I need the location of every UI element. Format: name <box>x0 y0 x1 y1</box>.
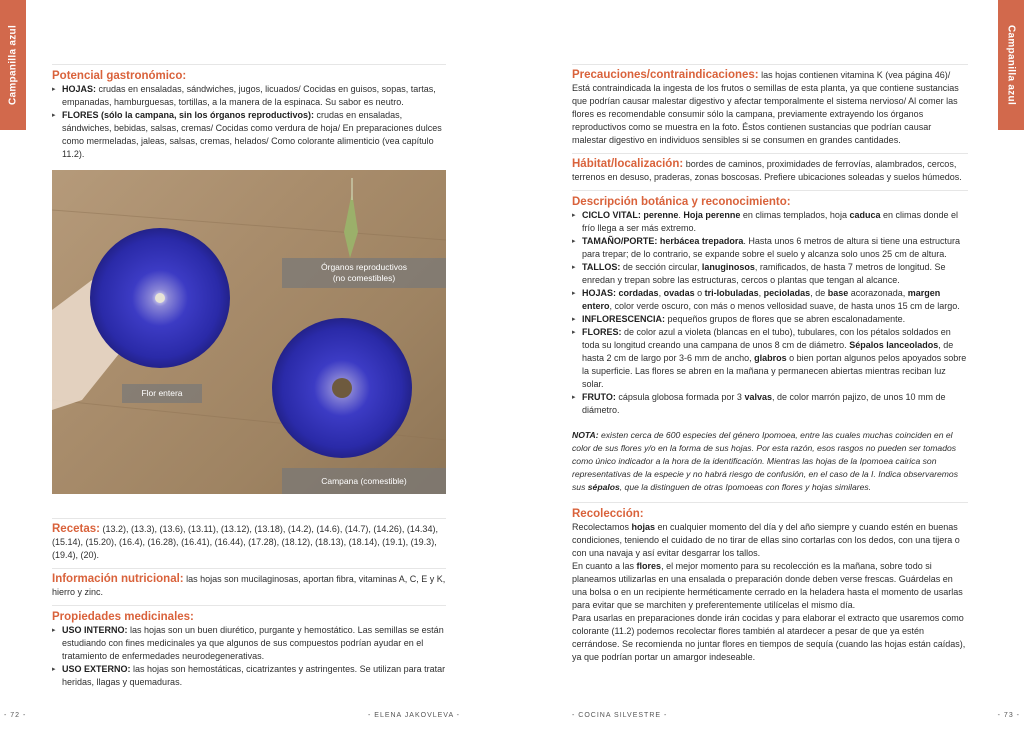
habitat-text: bordes de caminos, proximidades de ferrovías, alambrados, cercos, terrenos en desuso, praderas, zonas boscosas. Prefiere ubicaciones soleadas y suelos húmedos. <box>572 159 962 182</box>
item-bold: cordadas <box>618 288 659 298</box>
item-text: de color azul a violeta (blancas en el tubo), tubulares, con los pétalos soldados en toda su longitud creando una campana de unos 8 cm de diámetro. <box>582 327 951 350</box>
item-text: . <box>678 210 684 220</box>
habitat-paragraph <box>572 158 968 184</box>
footer-author: - ELENA JAKOVLEVA - <box>368 712 461 719</box>
harvest-text: en cualquier momento del día y del año siempre y cuando estén en buenas condiciones, teniendo el cuidado de no tirar de ellas sino cortarlas con los dedos, con una tijera o con una navaja y así evitar desgarrar los tallos. <box>572 522 960 558</box>
page-number-left: - 72 - <box>4 712 27 719</box>
right-page <box>512 0 1024 730</box>
item-bold: perenne <box>643 210 679 220</box>
item-label: HOJAS: <box>62 84 97 94</box>
gastronomic-section <box>52 64 446 161</box>
item-text: en climas donde el frío llega a ser más extremo. <box>582 210 959 233</box>
item-text: , de hasta 2 cm de largo por 3-6 mm de ancho, <box>582 340 954 363</box>
item-bold: herbácea trepadora <box>659 236 744 246</box>
medicinal-title: Propiedades medicinales: <box>52 611 194 623</box>
item-text: o bien portan algunos pelos apoyados sobre la superficie. Las flores se abren en la mañana y permanecen abiertas mientras reciban luz solar. <box>582 353 967 389</box>
harvest-section <box>572 502 968 664</box>
page-number-right: - 73 - <box>997 712 1020 719</box>
botanical-item-size <box>572 235 968 261</box>
note-text: existen cerca de 600 especies del género Ipomoea, entre las cuales muchas coinciden en el color de sus flores y/o en la forma de sus hojas. Por esta razón, esos rasgos no pueden ser tomados como único indicador a la hora de la identificación. Mientras las hojas de la Ipomoea cairica son representativas de la especie y no habrá riesgo de confusión, en el caso de la I. Indica observaremos sus <box>572 430 958 492</box>
item-bold: pecioladas <box>763 288 811 298</box>
nutrition-title: Información nutricional: <box>52 573 184 585</box>
habitat-title: Hábitat/localización: <box>572 158 684 170</box>
medicinal-item-external <box>52 663 446 689</box>
precautions-title: Precauciones/contraindicaciones: <box>572 69 759 81</box>
habitat-section <box>572 153 968 184</box>
botanical-item-inflorescence <box>572 313 968 326</box>
label-bell <box>282 468 446 494</box>
chapter-tab-right[interactable] <box>998 0 1024 130</box>
gastronomic-item-leaves <box>52 83 446 109</box>
harvest-text: Recolectamos <box>572 522 632 532</box>
harvest-paragraph-1 <box>572 521 968 560</box>
item-bold: Hoja perenne <box>683 210 741 220</box>
chapter-tab-label: Campanilla azul <box>1005 24 1017 106</box>
botanical-item-stems <box>572 261 968 287</box>
item-text: , <box>658 288 664 298</box>
harvest-title: Recolección: <box>572 508 644 520</box>
item-text: , de color marrón pajizo, de unos 10 mm de diámetro. <box>582 392 946 415</box>
precautions-text: las hojas contienen vitamina K (vea página 46)/ Está contraindicada la ingesta de los frutos o semillas de esta planta, ya que contiene sustancias que podrían causar malestar digestivo y afectar temporalmente el sistema nervioso/ Al comer las flores es recomendable consumir sólo la campana, previamente extrayendo los órganos reproductivos como se muestra en la foto. Éstos contienen sustancias que podrían causar malestar digestivo en individuos sensibles si se consumen en grandes cantidades. <box>572 70 959 145</box>
flower-illustration <box>52 170 446 494</box>
item-bold: Sépalos lanceolados <box>849 340 939 350</box>
item-text: , color verde oscuro, con más o menos vellosidad suave, de hasta unos 15 cm de largo. <box>609 301 960 311</box>
harvest-bold: flores <box>636 561 662 571</box>
chapter-tab-label: Campanilla azul <box>7 24 19 106</box>
nutrition-paragraph <box>52 573 446 599</box>
item-text: , de <box>810 288 828 298</box>
item-bold: glabros <box>754 353 787 363</box>
note-label: NOTA: <box>572 430 599 440</box>
recipes-paragraph <box>52 523 446 562</box>
botanical-item-flowers <box>572 326 968 391</box>
harvest-text: , el mejor momento para su recolección es la mañana, sobre todo si planeamos utilizarlas en una ensalada o preparación donde deben verse frescas. Guárdelas en una bolsa o en un recipiente herméticamente cerrado en la heladera hasta el momento de usarlas para evitar que se marchiten y preferentemente utilícelas el mismo día. <box>572 561 963 610</box>
item-text: de sección circular, <box>620 262 702 272</box>
item-label: INFLORESCENCIA: <box>582 314 665 324</box>
chapter-tab-left[interactable] <box>0 0 26 130</box>
label-whole-flower-text: Flor entera <box>141 388 183 398</box>
botanical-section <box>572 190 968 417</box>
precautions-paragraph <box>572 69 968 147</box>
item-text: , ramificados, de hasta 7 metros de longitud. Se enredan y trepan sobre las estructuras, cercos o plantas que tengan al alcance. <box>582 262 946 285</box>
flower-photo <box>52 170 446 494</box>
item-text: o <box>694 288 705 298</box>
harvest-paragraph-2 <box>572 560 968 612</box>
item-bold: lanuginosos <box>701 262 755 272</box>
gastronomic-title: Potencial gastronómico: <box>52 70 187 82</box>
harvest-paragraph-3: Para usarlas en preparaciones donde irán cocidas y para elaborar el extracto que usaremos como colorante (11.2) podemos recolectar flores también al atardecer a pesar de que ya estén cerrándose. Se recomienda no juntar flores en tiempos de sequía (cuando las hojas están caídas), ya que podrían portar un amargor indeseable. <box>572 613 966 662</box>
harvest-bold: hojas <box>631 522 656 532</box>
note-text: , que la distinguen de otras Ipomoeas con flores y hojas similares. <box>619 482 872 492</box>
gastronomic-item-flowers <box>52 109 446 161</box>
medicinal-section <box>52 605 446 689</box>
item-label: USO INTERNO: <box>62 625 128 635</box>
item-text: acorazonada, <box>848 288 908 298</box>
label-whole-flower <box>122 384 202 403</box>
harvest-text: En cuanto a las <box>572 561 637 571</box>
label-organs-text: Órganos reproductivos (no comestibles) <box>321 262 407 283</box>
item-label: TAMAÑO/PORTE: <box>582 236 658 246</box>
item-text: pequeños grupos de flores que se abren escalonadamente. <box>665 314 906 324</box>
item-text: cápsula globosa formada por 3 <box>615 392 745 402</box>
recipes-section <box>52 518 446 562</box>
item-text: las hojas son un buen diurético, purgante y hemostático. Las semillas se están estudiando con fines medicinales ya que algunos de sus compuestos podrían ayudar en el tratamiento de enfermedades neurodegenerativas. <box>62 625 444 661</box>
botanical-item-leaves <box>572 287 968 313</box>
footer-book-title: - COCINA SILVESTRE - <box>572 712 668 719</box>
botanical-item-fruit <box>572 391 968 417</box>
item-text: en climas templados, hoja <box>740 210 850 220</box>
note-block <box>572 429 968 494</box>
recipes-text: (13.2), (13.3), (13.6), (13.11), (13.12), (13.18), (14.2), (14.6), (14.7), (14.26), (14.34), (15.14), (15.20), (16.4), (16.28), (16.41), (16.44), (17.28), (18.12), (18.13), (18.14), (19.1), (19.3), (19.4), (20). <box>52 524 438 560</box>
item-text: crudas en ensaladas, sándwiches, jugos, licuados/ Cocidas en guisos, sopas, tartas, empanadas, hamburguesas, tortillas, a la manera de la espinaca. Su sabor es neutro. <box>62 84 436 107</box>
item-bold: valvas <box>744 392 772 402</box>
item-label: TALLOS: <box>582 262 621 272</box>
item-bold: tri-lobuladas <box>704 288 759 298</box>
item-text: . Hasta unos 6 metros de altura si tiene una estructura para trepar; de lo contrario, se expande sobre el suelo y alcanza solo unos 25 cm de altura. <box>582 236 961 259</box>
item-label: FLORES (sólo la campana, sin los órganos reproductivos): <box>62 110 315 120</box>
item-label: FLORES: <box>582 327 622 337</box>
item-label: CICLO VITAL: <box>582 210 641 220</box>
botanical-item-cycle <box>572 209 968 235</box>
precautions-section <box>572 64 968 147</box>
item-bold: base <box>827 288 849 298</box>
item-bold: margen entero <box>582 288 941 311</box>
label-organs <box>282 258 446 288</box>
item-bold: caduca <box>849 210 881 220</box>
botanical-title: Descripción botánica y reconocimiento: <box>572 196 791 208</box>
item-text: las hojas son hemostáticas, cicatrizantes y astringentes. Se utilizan para tratar heridas, llagas y quemaduras. <box>62 664 446 687</box>
medicinal-item-internal <box>52 624 446 663</box>
left-top-column <box>52 64 446 167</box>
note-bold: sépalos <box>587 482 620 492</box>
item-text: crudas en ensaladas, sándwiches, bebidas, salsas, cremas/ Cocidas como verdura de hoja/ En preparaciones dulces como mermeladas, jaleas, salsas, cremas, helados/ Como colorante alimenticio (vea capítulo 11.2). <box>62 110 442 159</box>
nutrition-section <box>52 568 446 599</box>
item-bold: ovadas <box>663 288 695 298</box>
nutrition-text: las hojas son mucilaginosas, aportan fibra, vitaminas A, C, E y K, hierro y zinc. <box>52 574 446 597</box>
right-column <box>572 64 968 670</box>
item-label: HOJAS: <box>582 288 617 298</box>
item-text: , <box>758 288 764 298</box>
label-bell-text: Campana (comestible) <box>321 476 407 486</box>
note-paragraph <box>572 429 968 494</box>
left-bottom-column <box>52 518 446 695</box>
item-label: FRUTO: <box>582 392 616 402</box>
item-label: USO EXTERNO: <box>62 664 131 674</box>
recipes-title: Recetas: <box>52 523 100 535</box>
